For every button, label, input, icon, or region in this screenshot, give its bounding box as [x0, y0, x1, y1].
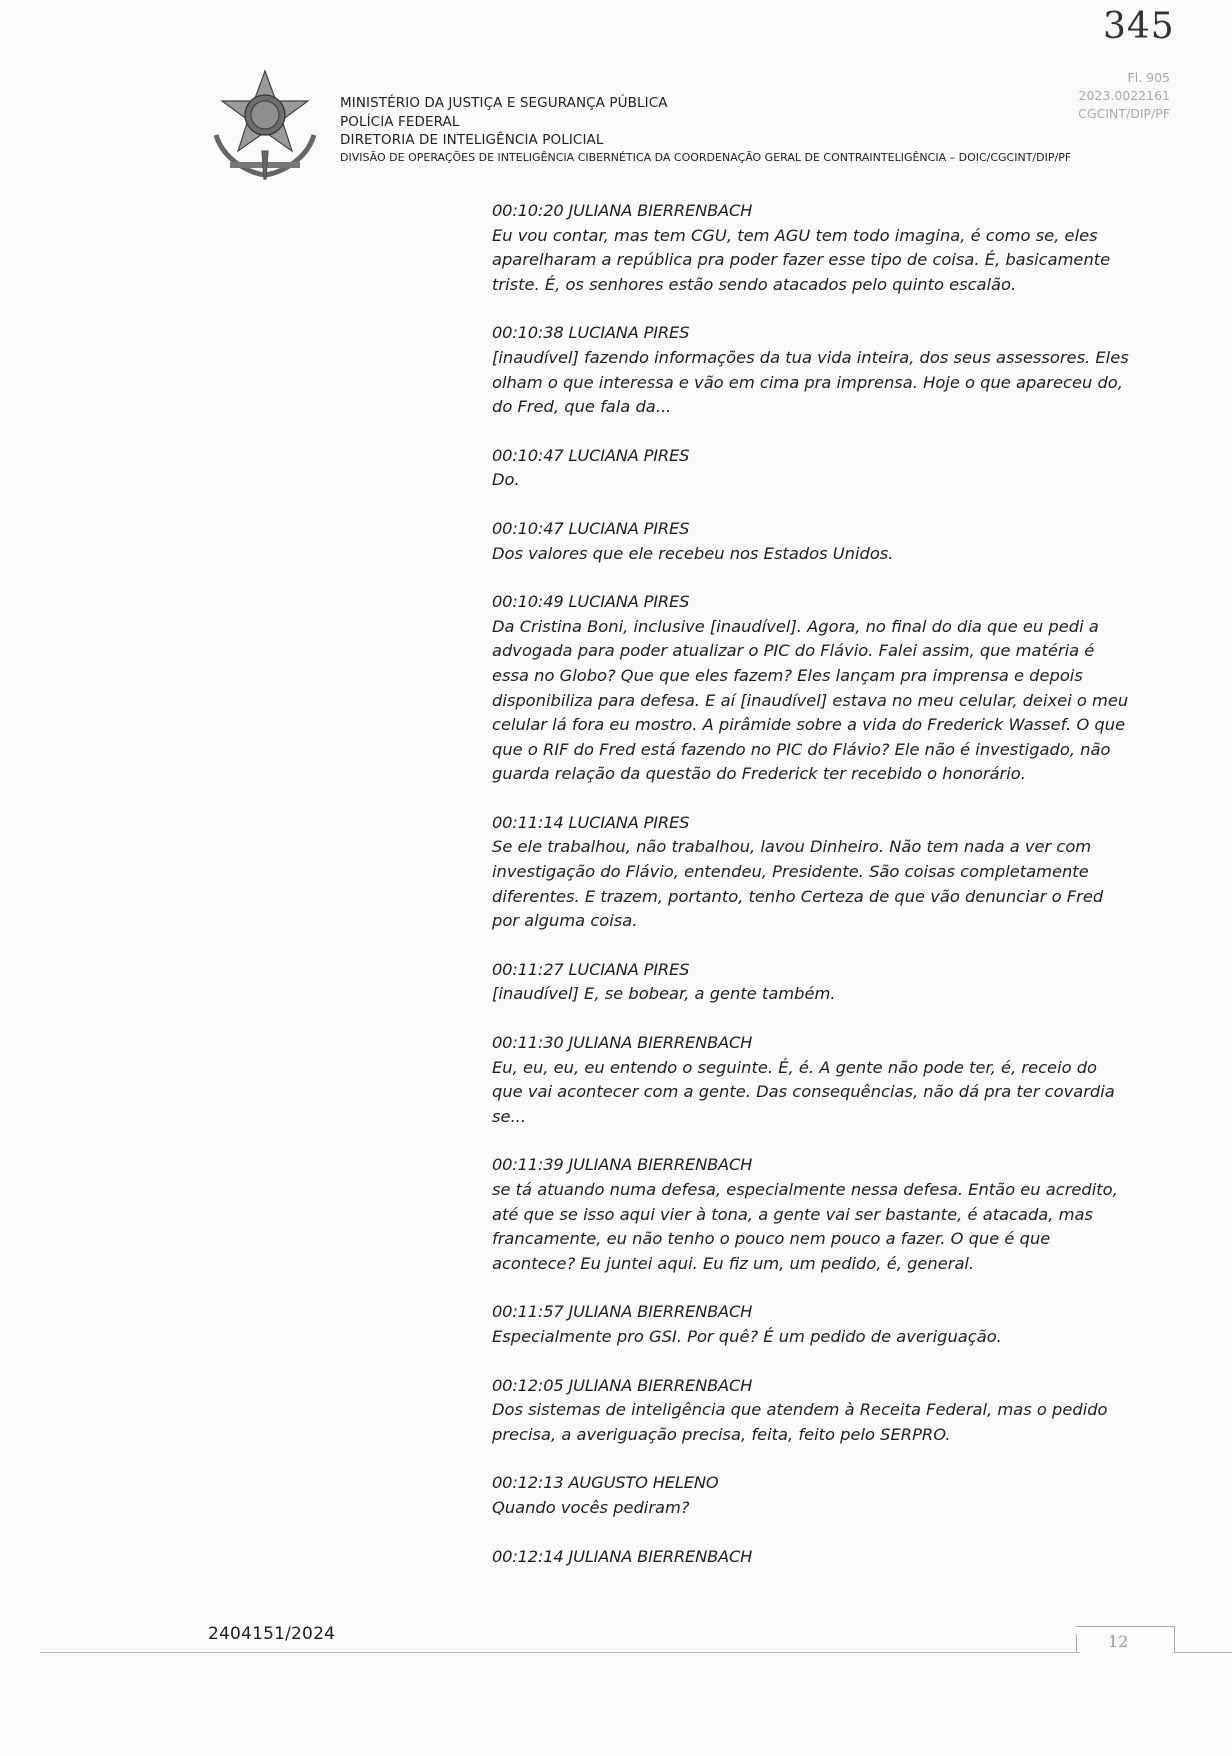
entry-text: Quando vocês pediram? [492, 1497, 690, 1517]
page-number: 12 [1108, 1632, 1129, 1651]
entry-timestamp-speaker: 00:11:27 LUCIANA PIRES [492, 959, 690, 979]
entry-timestamp-speaker: 00:12:05 JULIANA BIERRENBACH [492, 1375, 753, 1395]
entry-timestamp-speaker: 00:10:38 LUCIANA PIRES [492, 323, 690, 343]
entry-timestamp-speaker: 00:10:47 LUCIANA PIRES [492, 518, 690, 538]
entry-timestamp-speaker: 00:11:30 JULIANA BIERRENBACH [492, 1033, 753, 1053]
transcript-body [492, 199, 1132, 1593]
transcript-entry [492, 1300, 1132, 1349]
handwritten-page-number: 345 [1103, 6, 1175, 47]
stamp-folio: Fl. 905 [1127, 70, 1170, 85]
transcript-entry [492, 1545, 1132, 1570]
entry-text: Eu vou contar, mas tem CGU, tem AGU tem todo imagina, é como se, eles aparelharam a república pra poder fazer esse tipo de coisa. É, basicamente triste. É, os senhores estão sendo atacados pelo quinto escalão. [492, 225, 1111, 294]
page-number-box-edge [1076, 1634, 1077, 1652]
transcript-entry [492, 811, 1132, 934]
entry-text: Dos valores que ele recebeu nos Estados Unidos. [492, 543, 894, 563]
header-ministry: MINISTÉRIO DA JUSTIÇA E SEGURANÇA PÚBLICA [340, 95, 668, 111]
header-directorate: DIRETORIA DE INTELIGÊNCIA POLICIAL [340, 132, 604, 148]
footer-divider [40, 1652, 1080, 1653]
entry-timestamp-speaker: 00:12:13 AUGUSTO HELENO [492, 1473, 719, 1493]
header-police: POLÍCIA FEDERAL [340, 113, 460, 130]
entry-text: Do. [492, 470, 520, 490]
page-number-box-extension [1174, 1652, 1232, 1653]
entry-text: se tá atuando numa defesa, especialmente nessa defesa. Então eu acredito, até que se isso aqui vier à tona, a gente vai ser bastante, é atacada, mas francamente, eu não tenho o pouco nem pouco a fazer. O que é que acontece? Eu juntei aqui. Eu fiz um, um pedido, é, general. [492, 1180, 1118, 1273]
entry-timestamp-speaker: 00:10:20 JULIANA BIERRENBACH [492, 201, 753, 220]
transcript-entry [492, 321, 1132, 419]
stamp-unit: CGCINT/DIP/PF [1078, 106, 1170, 121]
stamp-process: 2023.0022161 [1078, 88, 1170, 103]
document-header [340, 94, 1140, 166]
entry-timestamp-speaker: 00:10:49 LUCIANA PIRES [492, 592, 690, 612]
transcript-entry [492, 1031, 1132, 1129]
entry-text: Se ele trabalhou, não trabalhou, lavou Dinheiro. Não tem nada a ver com investigação do Flávio, entendeu, Presidente. São coisas completamente diferentes. E trazem, portanto, tenho Certeza de que vão denunciar o Fred por alguma coisa. [492, 837, 1104, 931]
transcript-entry [492, 199, 1132, 297]
transcript-entry [492, 517, 1132, 566]
transcript-entry [492, 444, 1132, 493]
entry-text: [inaudível] E, se bobear, a gente também. [492, 984, 836, 1004]
entry-text: [inaudível] fazendo informações da tua vida inteira, dos seus assessores. Eles olham o que interessa e vão em cima pra imprensa. Hoje o que apareceu do, do Fred, que fala da... [492, 347, 1129, 417]
entry-timestamp-speaker: 00:10:47 LUCIANA PIRES [492, 445, 690, 465]
entry-timestamp-speaker: 00:11:14 LUCIANA PIRES [492, 812, 690, 832]
entry-text: Especialmente pro GSI. Por quê? É um pedido de averiguação. [492, 1326, 1002, 1346]
entry-text: Eu, eu, eu, eu entendo o seguinte. É, é. A gente não pode ter, é, receio do que vai acontecer com a gente. Das consequências, não dá pra ter covardia se... [492, 1057, 1115, 1126]
entry-timestamp-speaker: 00:11:57 JULIANA BIERRENBACH [492, 1302, 753, 1322]
document-reference-number: 2404151/2024 [208, 1624, 336, 1644]
entry-text: Da Cristina Boni, inclusive [inaudível]. Agora, no final do dia que eu pedi a advogada para poder atualizar o PIC do Flávio. Falei assim, que matéria é essa no Globo? Que que eles fazem? Eles lançam pra imprensa e depois disponibiliza para defesa. E aí [inaudível] estava no meu celular, deixei o meu celular lá fora eu mostro. A pirâmide sobre a vida do Frederick Wassef. O que que o RIF do Fred está fazendo no PIC do Flávio? Ele não é investigado, não guarda relação da questão do Frederick ter recebido o honorário. [492, 616, 1129, 784]
transcript-entry [492, 1471, 1132, 1520]
entry-text: Dos sistemas de inteligência que atendem à Receita Federal, mas o pedido precisa, a averiguação precisa, feita, feito pelo SERPRO. [492, 1400, 1108, 1444]
entry-timestamp-speaker: 00:12:14 JULIANA BIERRENBACH [492, 1546, 753, 1566]
transcript-entry [492, 1153, 1132, 1276]
entry-timestamp-speaker: 00:11:39 JULIANA BIERRENBACH [492, 1155, 753, 1175]
folio-stamp [1030, 69, 1170, 123]
coat-of-arms-seal [210, 65, 320, 183]
transcript-entry [492, 590, 1132, 787]
header-division: DIVISÃO DE OPERAÇÕES DE INTELIGÊNCIA CIBERNÉTICA DA COORDENAÇÃO GERAL DE CONTRAINTELIGÊNCIA – DOIC/CGCINT/DIP/PF [340, 150, 1072, 164]
transcript-entry [492, 1374, 1132, 1448]
transcript-entry [492, 958, 1132, 1007]
